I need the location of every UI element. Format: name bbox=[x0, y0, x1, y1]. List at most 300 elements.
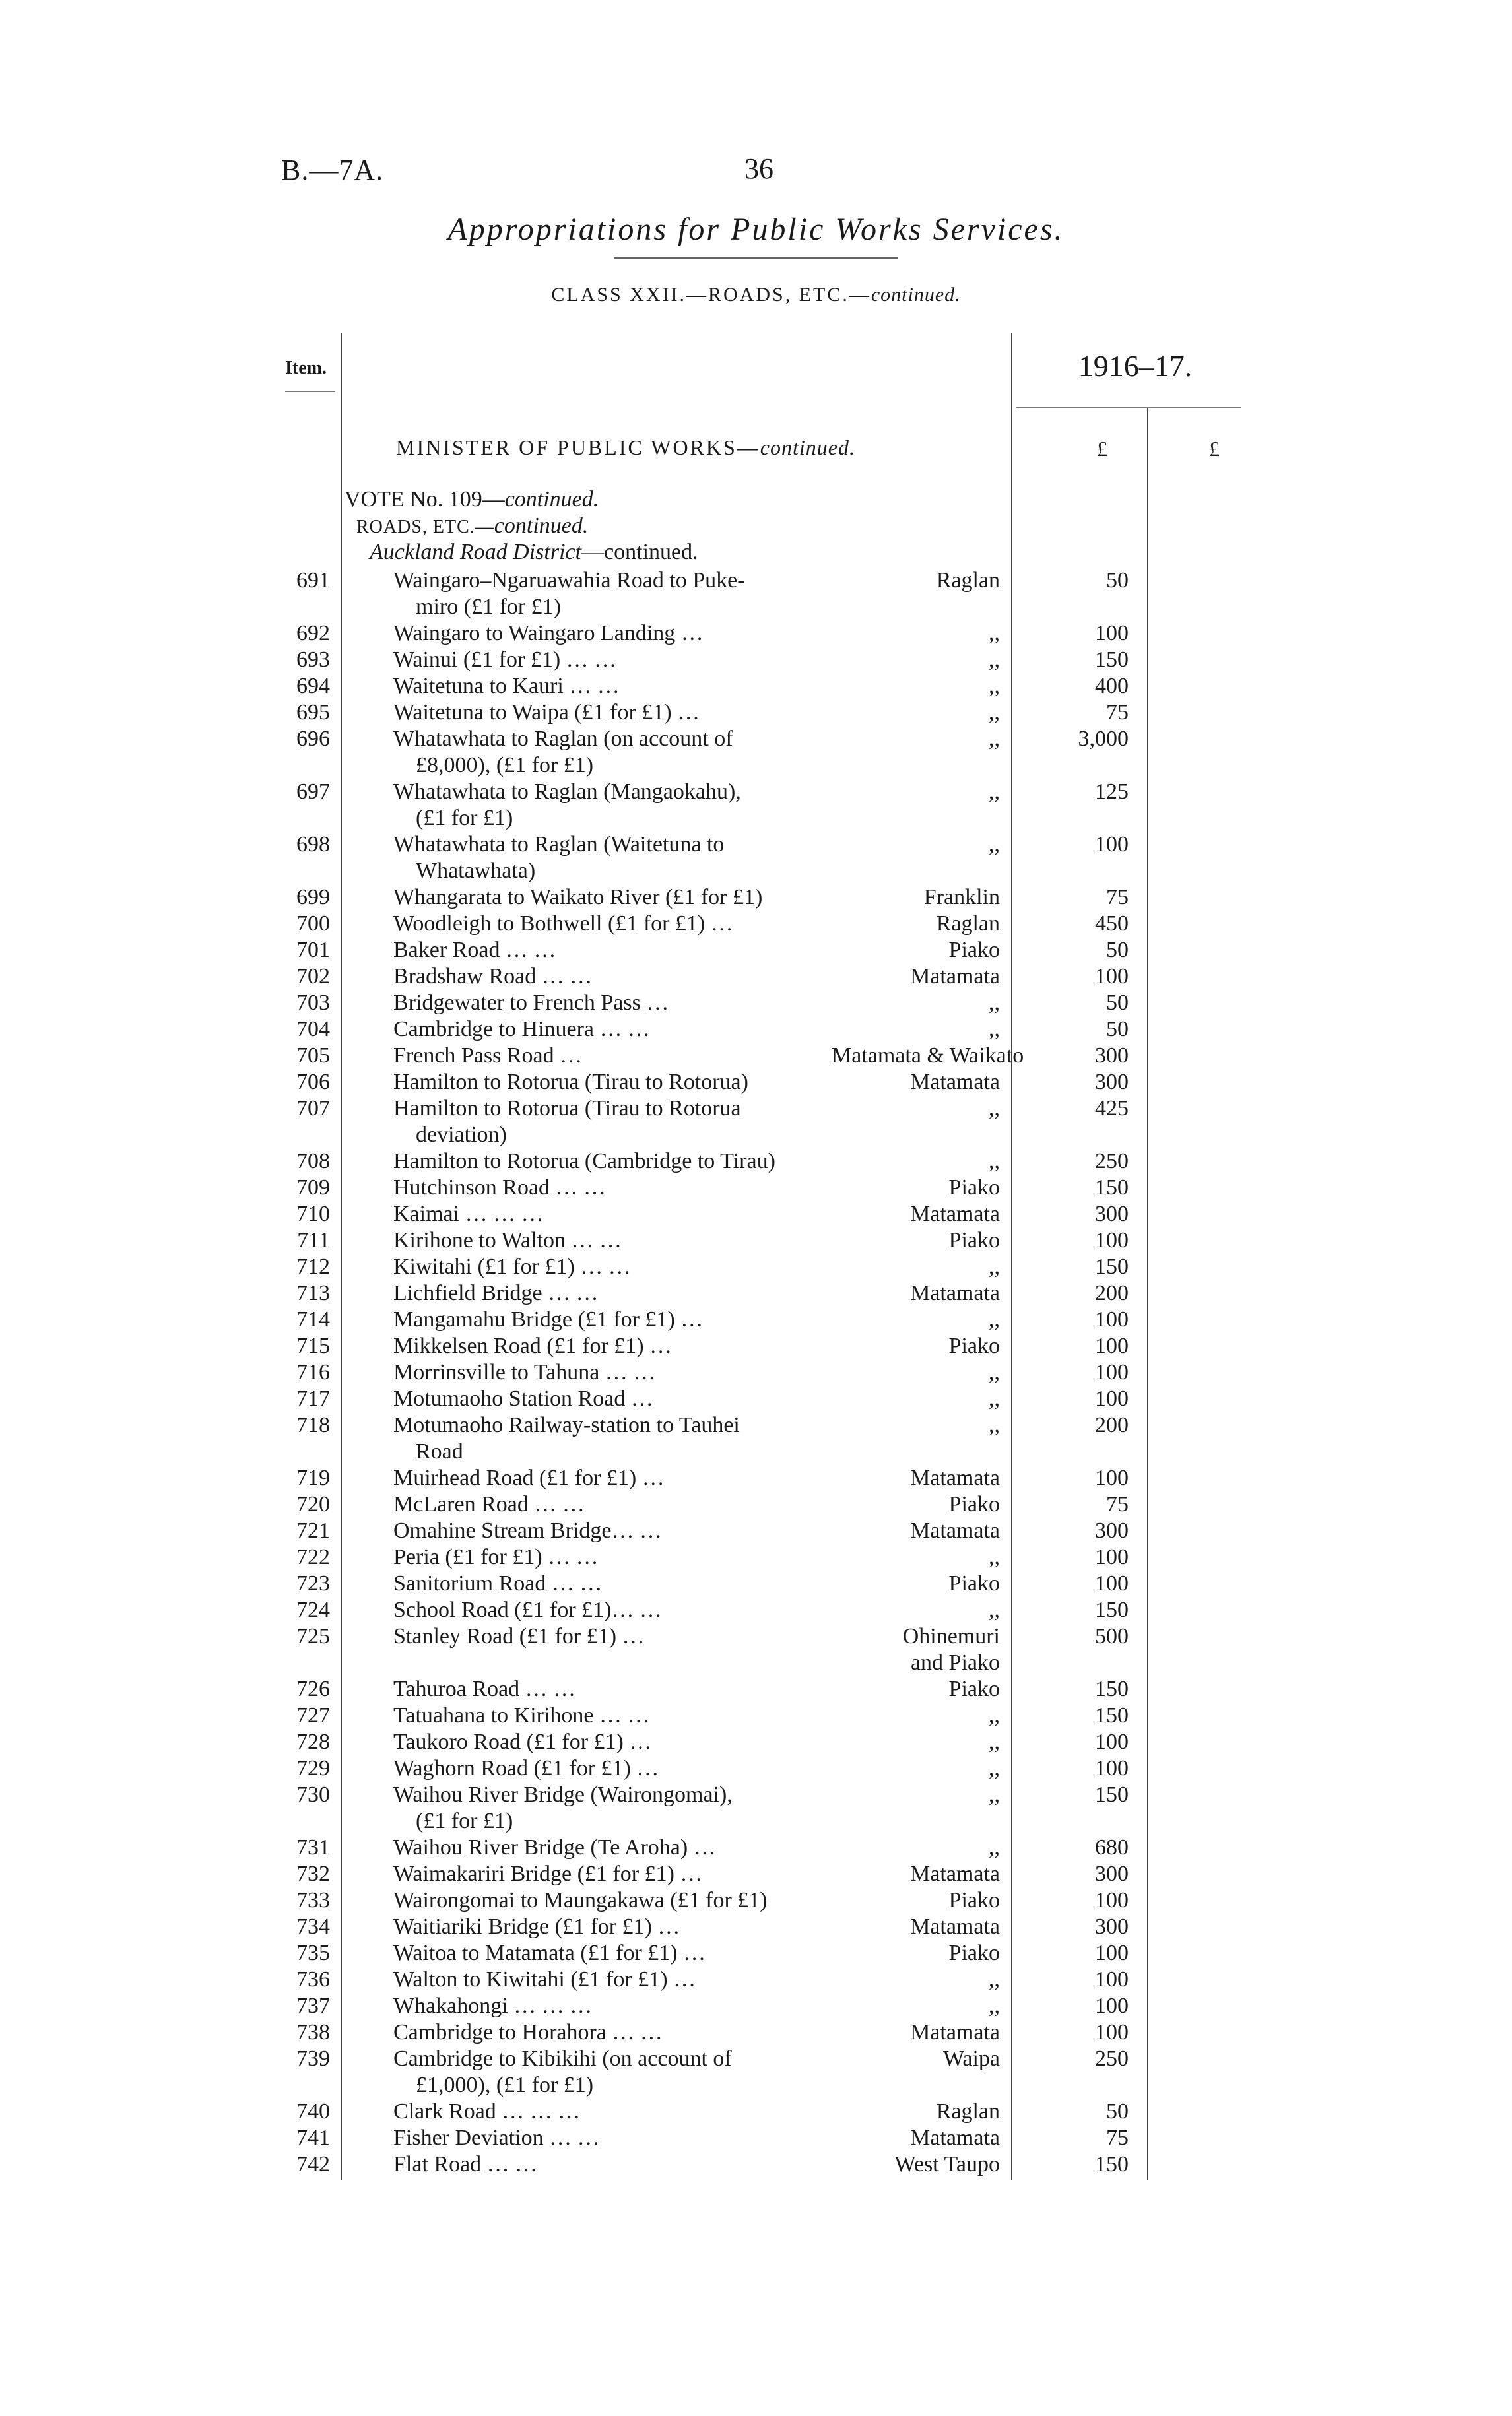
amount: 300 bbox=[1095, 1862, 1129, 1886]
item-column-header: Item. bbox=[285, 358, 327, 378]
item-number: 713 bbox=[296, 1281, 330, 1305]
table-row bbox=[0, 1755, 1512, 1782]
electoral-district-line: ,, bbox=[989, 1756, 1000, 1780]
table-row bbox=[0, 700, 1512, 726]
item-description bbox=[393, 2151, 855, 2178]
district-heading-continued: —continued. bbox=[581, 540, 698, 564]
item-description bbox=[393, 1835, 855, 1861]
item-description-line: Whatawhata to Raglan (Mangaokahu), bbox=[393, 779, 741, 804]
amount: 300 bbox=[1095, 1518, 1129, 1543]
item-number: 733 bbox=[296, 1888, 330, 1912]
amount: 200 bbox=[1095, 1413, 1129, 1437]
electoral-district-line: Piako bbox=[948, 1492, 1000, 1517]
electoral-district bbox=[832, 1175, 1000, 1201]
item-number: 702 bbox=[296, 964, 330, 989]
item-description bbox=[393, 1043, 855, 1069]
item-description bbox=[393, 1465, 855, 1491]
table-row bbox=[0, 1835, 1512, 1861]
table-row bbox=[0, 1940, 1512, 1967]
item-description bbox=[393, 1544, 855, 1571]
table-row bbox=[0, 911, 1512, 937]
item-number: 708 bbox=[296, 1149, 330, 1173]
table-row bbox=[0, 1069, 1512, 1095]
electoral-district-line: ,, bbox=[989, 1255, 1000, 1279]
item-description bbox=[393, 2019, 855, 2046]
amount: 100 bbox=[1095, 1228, 1129, 1253]
item-number: 723 bbox=[296, 1571, 330, 1596]
year-header-rule bbox=[1016, 407, 1241, 408]
table-row bbox=[0, 1201, 1512, 1227]
item-number: 719 bbox=[296, 1466, 330, 1490]
amount: 300 bbox=[1095, 1070, 1129, 1094]
table-row bbox=[0, 1465, 1512, 1491]
class-heading-text: CLASS XXII.—ROADS, ETC.— bbox=[551, 284, 871, 306]
electoral-district bbox=[832, 832, 1000, 858]
amount: 150 bbox=[1095, 2152, 1129, 2176]
electoral-district-line: Piako bbox=[948, 1941, 1000, 1965]
item-description-line: Bridgewater to French Pass … bbox=[393, 991, 669, 1015]
item-number: 728 bbox=[296, 1730, 330, 1754]
roads-heading bbox=[356, 513, 588, 539]
amount: 3,000 bbox=[1078, 727, 1129, 751]
electoral-district-line: Piako bbox=[948, 1228, 1000, 1253]
item-description-line: Waitiariki Bridge (£1 for £1) … bbox=[393, 1914, 680, 1939]
item-description-line: Sanitorium Road … … bbox=[393, 1571, 603, 1596]
electoral-district-line: ,, bbox=[989, 1017, 1000, 1041]
electoral-district bbox=[832, 1491, 1000, 1518]
item-number: 700 bbox=[296, 911, 330, 936]
electoral-district-line: ,, bbox=[989, 647, 1000, 672]
appropriations-table bbox=[0, 568, 1512, 2178]
amount: 100 bbox=[1095, 1967, 1129, 1992]
electoral-district bbox=[832, 1359, 1000, 1386]
table-row bbox=[0, 1280, 1512, 1307]
item-description bbox=[393, 2099, 855, 2125]
item-description-continuation: (£1 for £1) bbox=[416, 806, 513, 830]
electoral-district bbox=[832, 1016, 1000, 1043]
table-row bbox=[0, 1359, 1512, 1386]
item-description-line: Whangarata to Waikato River (£1 for £1) bbox=[393, 885, 763, 909]
item-number: 705 bbox=[296, 1043, 330, 1068]
amount: 100 bbox=[1095, 1888, 1129, 1912]
table-row bbox=[0, 1887, 1512, 1914]
pound-sign-total: £ bbox=[1209, 437, 1220, 461]
table-row bbox=[0, 1518, 1512, 1544]
electoral-district bbox=[832, 1307, 1000, 1333]
item-description bbox=[393, 1676, 855, 1703]
table-row bbox=[0, 620, 1512, 647]
electoral-district-line: ,, bbox=[989, 832, 1000, 857]
electoral-district-line: Piako bbox=[948, 1175, 1000, 1200]
item-description bbox=[393, 647, 855, 673]
electoral-district bbox=[832, 1782, 1000, 1808]
table-row bbox=[0, 1333, 1512, 1359]
electoral-district-line: ,, bbox=[989, 1967, 1000, 1992]
electoral-district bbox=[832, 673, 1000, 700]
amount: 50 bbox=[1106, 568, 1129, 593]
item-description-continuation: deviation) bbox=[416, 1123, 507, 1147]
electoral-district bbox=[832, 779, 1000, 805]
amount: 50 bbox=[1106, 938, 1129, 962]
electoral-district bbox=[832, 1755, 1000, 1782]
table-row bbox=[0, 2151, 1512, 2178]
item-description bbox=[393, 990, 855, 1016]
item-description-line: Walton to Kiwitahi (£1 for £1) … bbox=[393, 1967, 696, 1992]
item-description-line: Morrinsville to Tahuna … … bbox=[393, 1360, 656, 1385]
item-description-line: Motumaoho Station Road … bbox=[393, 1387, 653, 1411]
item-description bbox=[393, 1967, 855, 1993]
item-description-line: Kaimai … … … bbox=[393, 1202, 544, 1226]
table-row bbox=[0, 1412, 1512, 1465]
table-row bbox=[0, 2046, 1512, 2099]
electoral-district-line: West Taupo bbox=[894, 2152, 1000, 2176]
electoral-district bbox=[832, 700, 1000, 726]
electoral-district bbox=[832, 1914, 1000, 1940]
electoral-district bbox=[832, 1967, 1000, 1993]
item-description bbox=[393, 1175, 855, 1201]
item-description-line: Hamilton to Rotorua (Tirau to Rotorua bbox=[393, 1096, 741, 1121]
item-description bbox=[393, 1069, 855, 1095]
amount: 100 bbox=[1095, 1360, 1129, 1385]
item-number: 737 bbox=[296, 1994, 330, 2018]
item-number: 693 bbox=[296, 647, 330, 672]
table-row bbox=[0, 647, 1512, 673]
table-row bbox=[0, 1993, 1512, 2019]
electoral-district-line: ,, bbox=[989, 674, 1000, 698]
vote-heading-continued: continued. bbox=[504, 487, 599, 511]
table-row bbox=[0, 2019, 1512, 2046]
electoral-district-line: ,, bbox=[989, 621, 1000, 645]
item-description-line: School Road (£1 for £1)… … bbox=[393, 1598, 663, 1622]
item-description bbox=[393, 963, 855, 990]
amount: 300 bbox=[1095, 1202, 1129, 1226]
amount: 100 bbox=[1095, 1941, 1129, 1965]
item-number: 726 bbox=[296, 1677, 330, 1701]
item-description bbox=[393, 1227, 855, 1254]
amount: 200 bbox=[1095, 1281, 1129, 1305]
table-row bbox=[0, 2099, 1512, 2125]
electoral-district bbox=[832, 1729, 1000, 1755]
item-description-line: Woodleigh to Bothwell (£1 for £1) … bbox=[393, 911, 733, 936]
amount: 100 bbox=[1095, 1756, 1129, 1780]
item-number: 720 bbox=[296, 1492, 330, 1517]
item-number: 732 bbox=[296, 1862, 330, 1886]
item-description bbox=[393, 1729, 855, 1755]
item-description-line: Cambridge to Kibikihi (on account of bbox=[393, 2046, 732, 2071]
table-row bbox=[0, 1095, 1512, 1148]
item-description bbox=[393, 1307, 855, 1333]
electoral-district bbox=[832, 1095, 1000, 1122]
item-number: 741 bbox=[296, 2126, 330, 2150]
amount: 75 bbox=[1106, 2126, 1129, 2150]
table-row bbox=[0, 1967, 1512, 1993]
table-row bbox=[0, 990, 1512, 1016]
electoral-district-line: Piako bbox=[948, 1888, 1000, 1912]
amount: 100 bbox=[1095, 964, 1129, 989]
electoral-district bbox=[832, 1069, 1000, 1095]
item-number: 694 bbox=[296, 674, 330, 698]
electoral-district bbox=[832, 2125, 1000, 2151]
amount: 100 bbox=[1095, 1571, 1129, 1596]
item-number: 717 bbox=[296, 1387, 330, 1411]
electoral-district-line: Piako bbox=[948, 1571, 1000, 1596]
minister-heading-continued: continued. bbox=[760, 436, 855, 459]
item-description-line: Fisher Deviation … … bbox=[393, 2126, 600, 2150]
table-row bbox=[0, 1676, 1512, 1703]
item-number: 716 bbox=[296, 1360, 330, 1385]
electoral-district-line: Franklin bbox=[923, 885, 1000, 909]
electoral-district bbox=[832, 620, 1000, 647]
item-number: 704 bbox=[296, 1017, 330, 1041]
amount: 150 bbox=[1095, 1677, 1129, 1701]
amount: 150 bbox=[1095, 1175, 1129, 1200]
item-number: 715 bbox=[296, 1334, 330, 1358]
item-description bbox=[393, 700, 855, 726]
electoral-district bbox=[832, 990, 1000, 1016]
electoral-district bbox=[832, 1518, 1000, 1544]
table-row bbox=[0, 884, 1512, 911]
item-description bbox=[393, 1280, 855, 1307]
item-description bbox=[393, 937, 855, 963]
item-number: 695 bbox=[296, 700, 330, 725]
item-description bbox=[393, 1201, 855, 1227]
electoral-district bbox=[832, 1597, 1000, 1623]
electoral-district bbox=[832, 884, 1000, 911]
electoral-district bbox=[832, 1201, 1000, 1227]
electoral-district bbox=[832, 568, 1000, 594]
amount: 150 bbox=[1095, 1703, 1129, 1728]
item-description-continuation: Whatawhata) bbox=[416, 859, 536, 883]
item-description bbox=[393, 1782, 855, 1835]
item-number: 725 bbox=[296, 1624, 330, 1649]
amount: 100 bbox=[1095, 2020, 1129, 2044]
electoral-district-line: Piako bbox=[948, 938, 1000, 962]
electoral-district-line: ,, bbox=[989, 1387, 1000, 1411]
electoral-district-line: Matamata bbox=[910, 1518, 1000, 1543]
item-description-line: Flat Road … … bbox=[393, 2152, 538, 2176]
table-row bbox=[0, 673, 1512, 700]
item-description bbox=[393, 1491, 855, 1518]
item-description-line: French Pass Road … bbox=[393, 1043, 583, 1068]
amount: 450 bbox=[1095, 911, 1129, 936]
item-header-rule bbox=[285, 391, 335, 392]
title-rule bbox=[614, 257, 898, 259]
item-description bbox=[393, 884, 855, 911]
electoral-district-line: Matamata bbox=[910, 1862, 1000, 1886]
amount: 50 bbox=[1106, 991, 1129, 1015]
table-row bbox=[0, 1016, 1512, 1043]
item-number: 709 bbox=[296, 1175, 330, 1200]
amount: 300 bbox=[1095, 1043, 1129, 1068]
amount: 150 bbox=[1095, 1255, 1129, 1279]
electoral-district bbox=[832, 1623, 1000, 1676]
electoral-district-line: Matamata & Waikato bbox=[832, 1043, 1024, 1068]
table-row bbox=[0, 1782, 1512, 1835]
table-row bbox=[0, 937, 1512, 963]
amount: 100 bbox=[1095, 1334, 1129, 1358]
item-description-line: Waghorn Road (£1 for £1) … bbox=[393, 1756, 659, 1780]
item-description-line: Waingaro–Ngaruawahia Road to Puke- bbox=[393, 568, 745, 593]
electoral-district-line: ,, bbox=[989, 1994, 1000, 2018]
table-row bbox=[0, 1623, 1512, 1676]
table-row bbox=[0, 2125, 1512, 2151]
amount: 100 bbox=[1095, 1307, 1129, 1332]
table-row bbox=[0, 779, 1512, 832]
table-row bbox=[0, 1597, 1512, 1623]
item-description-line: Mangamahu Bridge (£1 for £1) … bbox=[393, 1307, 704, 1332]
item-description-line: Bradshaw Road … … bbox=[393, 964, 593, 989]
amount: 150 bbox=[1095, 647, 1129, 672]
item-number: 740 bbox=[296, 2099, 330, 2124]
item-description bbox=[393, 1386, 855, 1412]
item-number: 718 bbox=[296, 1413, 330, 1437]
electoral-district-line: ,, bbox=[989, 1360, 1000, 1385]
item-description-line: Waitetuna to Waipa (£1 for £1) … bbox=[393, 700, 700, 725]
electoral-district-line: ,, bbox=[989, 1703, 1000, 1728]
item-number: 731 bbox=[296, 1835, 330, 1860]
item-description-continuation: £8,000), (£1 for £1) bbox=[416, 753, 594, 777]
item-description-line: Wairongomai to Maungakawa (£1 for £1) bbox=[393, 1888, 768, 1912]
electoral-district bbox=[832, 2151, 1000, 2178]
minister-heading-text: MINISTER OF PUBLIC WORKS— bbox=[396, 436, 760, 459]
item-number: 691 bbox=[296, 568, 330, 593]
electoral-district-continuation: and Piako bbox=[910, 1650, 1000, 1675]
item-description-line: Wainui (£1 for £1) … … bbox=[393, 647, 617, 672]
electoral-district-line: ,, bbox=[989, 1096, 1000, 1121]
item-description-line: Peria (£1 for £1) … … bbox=[393, 1545, 599, 1569]
roads-heading-continued: continued. bbox=[494, 513, 589, 538]
item-description-line: Waitoa to Matamata (£1 for £1) … bbox=[393, 1941, 706, 1965]
electoral-district-line: Matamata bbox=[910, 1070, 1000, 1094]
electoral-district-line: Matamata bbox=[910, 1466, 1000, 1490]
item-description-line: Whatawhata to Raglan (on account of bbox=[393, 727, 733, 751]
electoral-district-line: Matamata bbox=[910, 1202, 1000, 1226]
item-description-line: Hamilton to Rotorua (Tirau to Rotorua) bbox=[393, 1070, 748, 1094]
vote-heading-text: VOTE No. 109— bbox=[345, 487, 505, 511]
item-description-line: Muirhead Road (£1 for £1) … bbox=[393, 1466, 665, 1490]
amount: 100 bbox=[1095, 1730, 1129, 1754]
item-description bbox=[393, 1359, 855, 1386]
minister-heading bbox=[396, 436, 855, 460]
district-heading-name: Auckland Road District bbox=[370, 540, 582, 564]
amount: 150 bbox=[1095, 1598, 1129, 1622]
item-description-continuation: miro (£1 for £1) bbox=[416, 595, 562, 619]
electoral-district-line: ,, bbox=[989, 1730, 1000, 1754]
roads-heading-text: ROADS, ETC.— bbox=[356, 517, 494, 537]
item-description bbox=[393, 1861, 855, 1887]
electoral-district bbox=[832, 1571, 1000, 1597]
amount: 425 bbox=[1095, 1096, 1129, 1121]
electoral-district bbox=[832, 1254, 1000, 1280]
table-row bbox=[0, 1227, 1512, 1254]
class-heading bbox=[0, 284, 1512, 306]
electoral-district bbox=[832, 2046, 1000, 2072]
item-number: 706 bbox=[296, 1070, 330, 1094]
item-description-line: Hutchinson Road … … bbox=[393, 1175, 607, 1200]
amount: 75 bbox=[1106, 1492, 1129, 1517]
amount: 100 bbox=[1095, 621, 1129, 645]
electoral-district bbox=[832, 1676, 1000, 1703]
electoral-district bbox=[832, 1940, 1000, 1967]
document-id: B.—7A. bbox=[281, 154, 384, 186]
item-number: 699 bbox=[296, 885, 330, 909]
electoral-district bbox=[832, 726, 1000, 752]
electoral-district bbox=[832, 1043, 1024, 1069]
item-number: 724 bbox=[296, 1598, 330, 1622]
electoral-district-line: ,, bbox=[989, 1545, 1000, 1569]
item-description-line: Whakahongi … … … bbox=[393, 1994, 593, 2018]
item-description bbox=[393, 1940, 855, 1967]
electoral-district bbox=[832, 1333, 1000, 1359]
table-row bbox=[0, 1571, 1512, 1597]
item-description bbox=[393, 1412, 855, 1465]
electoral-district bbox=[832, 1703, 1000, 1729]
amount: 75 bbox=[1106, 885, 1129, 909]
item-number: 711 bbox=[297, 1228, 330, 1253]
amount: 250 bbox=[1095, 2046, 1129, 2071]
table-row bbox=[0, 568, 1512, 620]
item-description-line: Motumaoho Railway-station to Tauhei bbox=[393, 1413, 740, 1437]
electoral-district-line: ,, bbox=[989, 1307, 1000, 1332]
electoral-district bbox=[832, 1993, 1000, 2019]
item-description bbox=[393, 832, 855, 884]
electoral-district bbox=[832, 1887, 1000, 1914]
item-description-line: Waimakariri Bridge (£1 for £1) … bbox=[393, 1862, 703, 1886]
item-description-line: Taukoro Road (£1 for £1) … bbox=[393, 1730, 652, 1754]
table-row bbox=[0, 1043, 1512, 1069]
amount: 100 bbox=[1095, 1466, 1129, 1490]
item-description bbox=[393, 1571, 855, 1597]
table-row bbox=[0, 1307, 1512, 1333]
electoral-district-line: Piako bbox=[948, 1334, 1000, 1358]
item-number: 692 bbox=[296, 621, 330, 645]
item-number: 710 bbox=[296, 1202, 330, 1226]
electoral-district-line: ,, bbox=[989, 991, 1000, 1015]
amount: 100 bbox=[1095, 1387, 1129, 1411]
electoral-district-line: ,, bbox=[989, 1835, 1000, 1860]
item-description bbox=[393, 1993, 855, 2019]
item-description-line: Whatawhata to Raglan (Waitetuna to bbox=[393, 832, 725, 857]
electoral-district-line: Piako bbox=[948, 1677, 1000, 1701]
item-description-continuation: £1,000), (£1 for £1) bbox=[416, 2073, 594, 2097]
item-description-line: Hamilton to Rotorua (Cambridge to Tirau) bbox=[393, 1149, 775, 1173]
table-row bbox=[0, 1175, 1512, 1201]
item-number: 701 bbox=[296, 938, 330, 962]
electoral-district bbox=[832, 647, 1000, 673]
amount: 50 bbox=[1106, 1017, 1129, 1041]
item-number: 714 bbox=[296, 1307, 330, 1332]
electoral-district-line: Matamata bbox=[910, 1281, 1000, 1305]
amount: 100 bbox=[1095, 1994, 1129, 2018]
amount: 75 bbox=[1106, 700, 1129, 725]
table-row bbox=[0, 1914, 1512, 1940]
item-description-continuation: (£1 for £1) bbox=[416, 1809, 513, 1833]
item-description bbox=[393, 779, 855, 832]
item-description-line: Waihou River Bridge (Te Aroha) … bbox=[393, 1835, 716, 1860]
item-description bbox=[393, 911, 855, 937]
year-column-header: 1916–17. bbox=[1078, 349, 1193, 383]
electoral-district bbox=[832, 1280, 1000, 1307]
item-description-line: Tatuahana to Kirihone … … bbox=[393, 1703, 650, 1728]
item-description-line: Cambridge to Hinuera … … bbox=[393, 1017, 651, 1041]
table-row bbox=[0, 1544, 1512, 1571]
table-row bbox=[0, 832, 1512, 884]
electoral-district-line: Raglan bbox=[936, 568, 1000, 593]
item-number: 738 bbox=[296, 2020, 330, 2044]
electoral-district bbox=[832, 1544, 1000, 1571]
item-description bbox=[393, 1597, 855, 1623]
electoral-district bbox=[832, 2099, 1000, 2125]
